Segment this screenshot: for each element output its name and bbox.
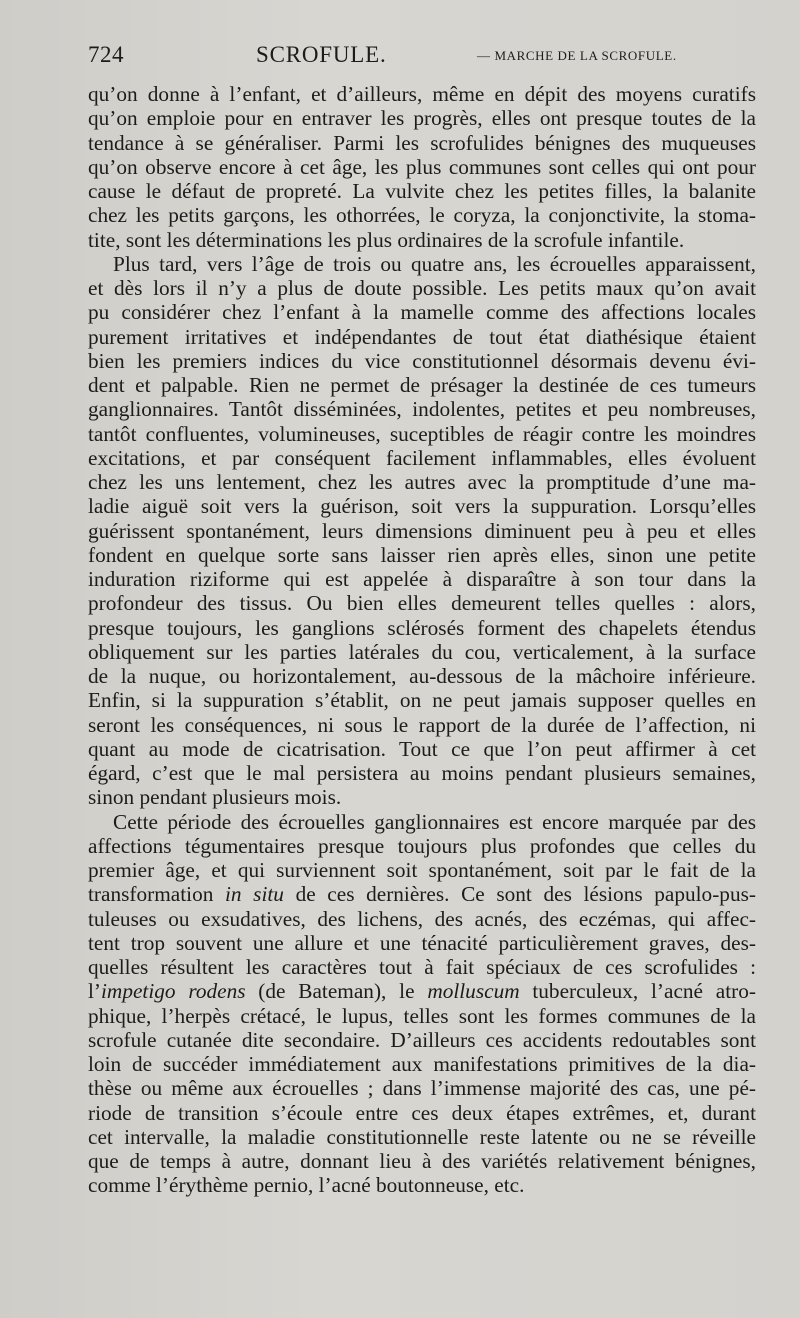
text-line: excitations, et par conséquent facilement inflammables, elles évoluent [88, 445, 756, 470]
text-line: profondeur des tissus. Ou bien elles demeurent telles quelles : alors, [88, 591, 756, 616]
text-line: quelles résultent les caractères tout à fait spéciaux de ces scrofulides : [88, 955, 756, 979]
running-title: SCROFULE. [256, 42, 387, 67]
text-line: tite, sont les déterminations les plus ordinaires de la scrofule infantile. [88, 227, 685, 252]
text-line [88, 882, 756, 906]
text-line [88, 979, 756, 1003]
body-text [88, 82, 756, 1198]
text-line: tuleuses ou exsudatives, des lichens, des acnés, des eczémas, qui affec- [88, 906, 756, 931]
text-line: comme l’érythème pernio, l’acné boutonneuse, etc. [88, 1173, 525, 1198]
text-line: égard, c’est que le mal persistera au moins pendant plusieurs semaines, [88, 761, 756, 785]
paragraph-start-line: Plus tard, vers l’âge de trois ou quatre ans, les écrouelles apparaissent, [113, 251, 756, 276]
text-line: qu’on emploie pour en entraver les progrès, elles ont presque toutes de la [88, 106, 756, 131]
italic-term: impetigo rodens [101, 979, 246, 1004]
text-line: ganglionnaires. Tantôt disséminées, indolentes, petites et peu nombreuses, [88, 397, 756, 422]
text-line: guérissent spontanément, leurs dimensions diminuent peu à peu et elles [88, 518, 756, 543]
text-line: scrofule cutanée dite secondaire. D’ailleurs ces accidents redoutables sont [88, 1027, 756, 1052]
text-line: sinon pendant plusieurs mois. [88, 785, 342, 810]
text-line: bien les premiers indices du vice constitutionnel désormais devenu évi- [88, 348, 756, 373]
italic-term: molluscum [427, 979, 520, 1004]
text-run: (de Bateman), le [245, 979, 428, 1004]
text-line: tendance à se généraliser. Parmi les scrofulides bénignes des muqueuses [88, 130, 756, 155]
text-line: loin de succéder immédiatement aux manifestations primitives de la dia- [88, 1052, 756, 1076]
running-subtitle: — MARCHE DE LA SCROFULE. [477, 48, 677, 63]
text-line: tent trop souvent une allure et une ténacité particulièrement graves, des- [88, 930, 756, 955]
text-line: qu’on observe encore à cet âge, les plus communes sont celles qui ont pour [88, 154, 756, 179]
text-line: chez les uns lentement, chez les autres avec la promptitude d’une ma- [88, 470, 756, 494]
text-line: seront les conséquences, ni sous le rapport de la durée de l’affection, ni [88, 712, 756, 737]
text-line: induration riziforme qui est appelée à disparaître à son tour dans la [88, 567, 756, 591]
text-line: chez les petits garçons, les othorrées, le coryza, la conjonctivite, la stoma- [88, 203, 756, 228]
text-line: premier âge, et qui surviennent soit spontanément, soit par le fait de la [88, 858, 756, 882]
page-number: 724 [88, 42, 124, 67]
running-header [88, 40, 756, 74]
text-line: cause le défaut de propreté. La vulvite chez les petites filles, la balanite [88, 179, 756, 203]
text-run: tuberculeux, l’acné atro- [519, 979, 756, 1004]
text-line: purement irritatives et indépendantes de tout état diathésique étaient [88, 324, 756, 349]
text-run: transformation [88, 882, 225, 907]
paragraph-start-line: Cette période des écrouelles ganglionnaires est encore marquée par des [113, 809, 756, 834]
text-line: obliquement sur les parties latérales du cou, verticalement, à la surface [88, 639, 756, 664]
text-line: thèse ou même aux écrouelles ; dans l’immense majorité des cas, une pé- [88, 1076, 756, 1101]
text-line: phique, l’herpès crétacé, le lupus, telles sont les formes communes de la [88, 1003, 756, 1028]
text-line: Enfin, si la suppuration s’établit, on ne peut jamais supposer quelles en [88, 688, 756, 713]
text-line: quant au mode de cicatrisation. Tout ce que l’on peut affirmer à cet [88, 736, 756, 761]
text-line: riode de transition s’écoule entre ces deux étapes extrêmes, et, durant [88, 1100, 756, 1125]
text-line: qu’on donne à l’enfant, et d’ailleurs, même en dépit des moyens curatifs [88, 82, 756, 106]
text-line: et dès lors il n’y a plus de doute possible. Les petits maux qu’on avait [88, 276, 756, 300]
text-line: pu considérer chez l’enfant à la mamelle comme des affections locales [88, 300, 756, 325]
text-line: que de temps à autre, donnant lieu à des variétés relativement bénignes, [88, 1149, 756, 1173]
text-line: dent et palpable. Rien ne permet de présager la destinée de ces tumeurs [88, 373, 756, 397]
text-line: cet intervalle, la maladie constitutionnelle reste latente ou ne se réveille [88, 1124, 756, 1149]
italic-term: in situ [225, 882, 284, 907]
text-line: affections tégumentaires presque toujours plus profondes que celles du [88, 833, 756, 858]
text-line: ladie aiguë soit vers la guérison, soit vers la suppuration. Lorsqu’elles [88, 494, 756, 519]
text-line: tantôt confluentes, volumineuses, suceptibles de réagir contre les moindres [88, 421, 756, 446]
text-run: l’ [88, 979, 102, 1004]
text-line: fondent en quelque sorte sans laisser rien après elles, sinon une petite [88, 542, 756, 567]
text-run: de ces dernières. Ce sont des lésions papulo-pus- [283, 882, 756, 907]
text-line: de la nuque, ou horizontalement, au-dessous de la mâchoire inférieure. [88, 664, 756, 688]
text-line: presque toujours, les ganglions sclérosés forment des chapelets étendus [88, 615, 756, 640]
